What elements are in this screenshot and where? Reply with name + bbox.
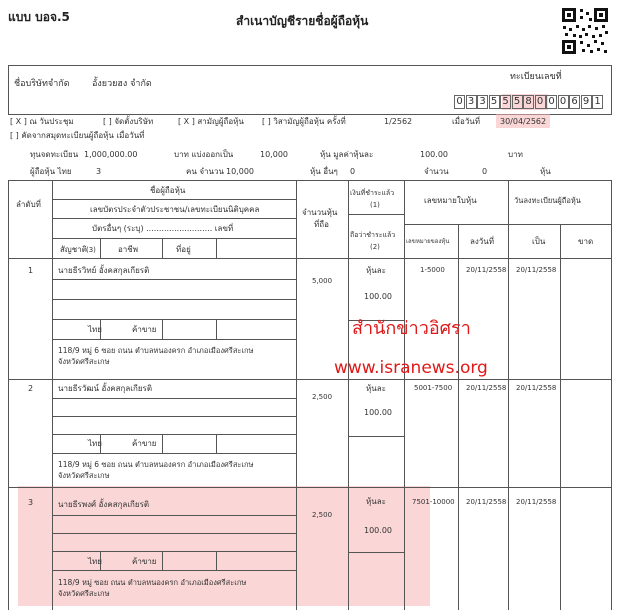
registration-digit: 5	[489, 95, 500, 109]
form-code: แบบ บอจ.5	[8, 10, 70, 24]
capital-label: ทุนจดทะเบียน	[30, 150, 79, 159]
row3-occupation: ค้าขาย	[132, 557, 157, 566]
registration-digit: 6	[569, 95, 580, 109]
col-paid-2-sub: (2)	[370, 243, 380, 251]
row3-reg-date: 20/11/2558	[516, 498, 557, 506]
document-title: สำเนาบัญชีรายชื่อผู้ถือหุ้น	[236, 14, 369, 28]
col-shares-held-2: ที่ถือ	[314, 220, 329, 229]
col-holder-name: ชื่อผู้ถือหุ้น	[150, 186, 186, 195]
registration-digit: 8	[523, 95, 534, 109]
other-shares: 0	[482, 167, 488, 176]
col-reg-sub1: เป็น	[532, 237, 546, 246]
row2-occupation: ค้าขาย	[132, 439, 157, 448]
capital-value: 1,000,000.00	[84, 150, 138, 159]
row2-address-1: 118/9 หมู่ 6 ซอย ถนน ตำบลหนองครก อำเภอเมืองศรีสะเกษ	[58, 460, 254, 469]
row3-paid-label: หุ้นละ	[366, 497, 386, 506]
row2-shares: 2,500	[312, 393, 333, 401]
other-holders-count: 0	[350, 167, 356, 176]
watermark-thai: สำนักข่าวอิศรา	[352, 318, 471, 339]
registration-digit: 0	[535, 95, 546, 109]
col-id-number: เลขบัตรประจำตัวประชาชน/เลขทะเบียนนิติบุคคล	[90, 205, 260, 214]
registration-digit: 0	[558, 95, 569, 109]
col-other-card: บัตรอื่นๆ (ระบุ) .......................... เลขที่	[92, 224, 234, 233]
registration-digit: 5	[500, 95, 511, 109]
col-seq: ลำดับที่	[16, 200, 41, 209]
thai-shares: 10,000	[226, 167, 254, 176]
row3-cert-date: 20/11/2558	[466, 498, 507, 506]
baht-label: บาท	[508, 150, 523, 159]
row3-shares: 2,500	[312, 511, 333, 519]
total-shares: 10,000	[260, 150, 288, 159]
col-cert-sub2: ลงวันที่	[470, 237, 495, 246]
col-nationality: สัญชาติ	[60, 245, 87, 254]
row2-seq: 2	[28, 384, 34, 393]
row1-occupation: ค้าขาย	[132, 325, 157, 334]
row3-name: นายธีรพงศ์ อั้งคสกุลเกียรติ	[58, 500, 150, 509]
company-label: ชื่อบริษัทจำกัด	[14, 79, 70, 89]
col-shares-held-1: จำนวนหุ้น	[302, 208, 338, 217]
col-reg-sub2: ขาด	[578, 237, 594, 246]
registration-digit: 0	[454, 95, 465, 109]
row1-name: นายธีรวิทย์ อั้งคสกุลเกียรติ	[58, 266, 150, 275]
col-paid-2: ถือว่าชำระแล้ว	[350, 231, 396, 239]
other-amount-label: จำนวน	[424, 167, 449, 176]
qr-code-icon	[560, 6, 610, 56]
col-nationality-sub: (3)	[86, 246, 96, 254]
persons-label: คน จำนวน	[186, 167, 224, 176]
col-cert-no: เลขหมายใบหุ้น	[424, 196, 477, 205]
option-company-founded: [ ] จัดตั้งบริษัท	[103, 117, 154, 126]
row3-paid-value: 100.00	[364, 526, 392, 535]
shareholder-table	[8, 180, 612, 610]
registration-digit: 5	[512, 95, 523, 109]
other-holders-label: หุ้น อื่นๆ	[310, 167, 338, 176]
row2-paid-value: 100.00	[364, 408, 392, 417]
option-extraordinary-meeting: [ ] วิสามัญผู้ถือหุ้น ครั้งที่	[262, 117, 346, 126]
share-value-label: หุ้น มูลค่าหุ้นละ	[320, 150, 374, 159]
registration-digit: 3	[477, 95, 488, 109]
row2-address-2: จังหวัดศรีสะเกษ	[58, 471, 110, 480]
row2-name: นายธีรวัฒน์ อั้งคสกุลเกียรติ	[58, 384, 153, 393]
thai-holders-label: ผู้ถือหุ้น ไทย	[30, 167, 72, 176]
option-copy-from-register: [ ] คัดจากสมุดทะเบียนผู้ถือหุ้น เมื่อวันที่	[10, 131, 145, 140]
row1-paid-label: หุ้นละ	[366, 266, 386, 275]
col-paid-1: เงินที่ชำระแล้ว	[350, 189, 395, 197]
row1-shares: 5,000	[312, 277, 333, 285]
company-name: อั้งยวยฮง จำกัด	[92, 79, 152, 89]
row1-address-2: จังหวัดศรีสะเกษ	[58, 357, 110, 366]
row2-nationality: ไทย	[88, 439, 102, 448]
share-value: 100.00	[420, 150, 448, 159]
registration-digit: 0	[546, 95, 557, 109]
row2-cert-range: 5001-7500	[414, 384, 453, 392]
meeting-number: 1/2562	[384, 117, 413, 126]
row2-paid-label: หุ้นละ	[366, 384, 386, 393]
option-ordinary-meeting: [ X ] สามัญผู้ถือหุ้น	[178, 117, 244, 126]
col-address: ที่อยู่	[176, 245, 191, 254]
meeting-date-label: เมื่อวันที่	[452, 117, 481, 126]
row3-address-2: จังหวัดศรีสะเกษ	[58, 589, 110, 598]
registration-digit: 3	[466, 95, 477, 109]
row3-address-1: 118/9 หมู่ ซอย ถนน ตำบลหนองครก อำเภอเมืองศรีสะเกษ	[58, 578, 247, 587]
row1-paid-value: 100.00	[364, 292, 392, 301]
option-meeting-day: [ X ] ณ วันประชุม	[10, 117, 74, 126]
meeting-date: 30/04/2562	[500, 117, 547, 126]
watermark-url: www.isranews.org	[334, 358, 488, 378]
col-paid-1-sub: (1)	[370, 201, 380, 209]
row2-cert-date: 20/11/2558	[466, 384, 507, 392]
row1-reg-date: 20/11/2558	[516, 266, 557, 274]
row3-cert-range: 7501-10000	[412, 498, 455, 506]
registration-digit: 9	[581, 95, 592, 109]
col-cert-sub1: เลขหมายของหุ้น	[406, 238, 450, 245]
hun-label: หุ้น	[540, 167, 551, 176]
row1-nationality: ไทย	[88, 325, 102, 334]
divided-label: บาท แบ่งออกเป็น	[174, 150, 234, 159]
col-reg-date: วันลงทะเบียนผู้ถือหุ้น	[514, 196, 581, 205]
row1-address-1: 118/9 หมู่ 6 ซอย ถนน ตำบลหนองครก อำเภอเมืองศรีสะเกษ	[58, 346, 254, 355]
registration-digit: 1	[592, 95, 603, 109]
row1-seq: 1	[28, 266, 34, 275]
row1-cert-range: 1-5000	[420, 266, 445, 274]
row1-cert-date: 20/11/2558	[466, 266, 507, 274]
col-occupation: อาชีพ	[118, 245, 138, 254]
registration-label: ทะเบียนเลขที่	[510, 72, 562, 82]
row2-reg-date: 20/11/2558	[516, 384, 557, 392]
row3-seq: 3	[28, 498, 34, 507]
row3-nationality: ไทย	[88, 557, 102, 566]
thai-holders-count: 3	[96, 167, 102, 176]
